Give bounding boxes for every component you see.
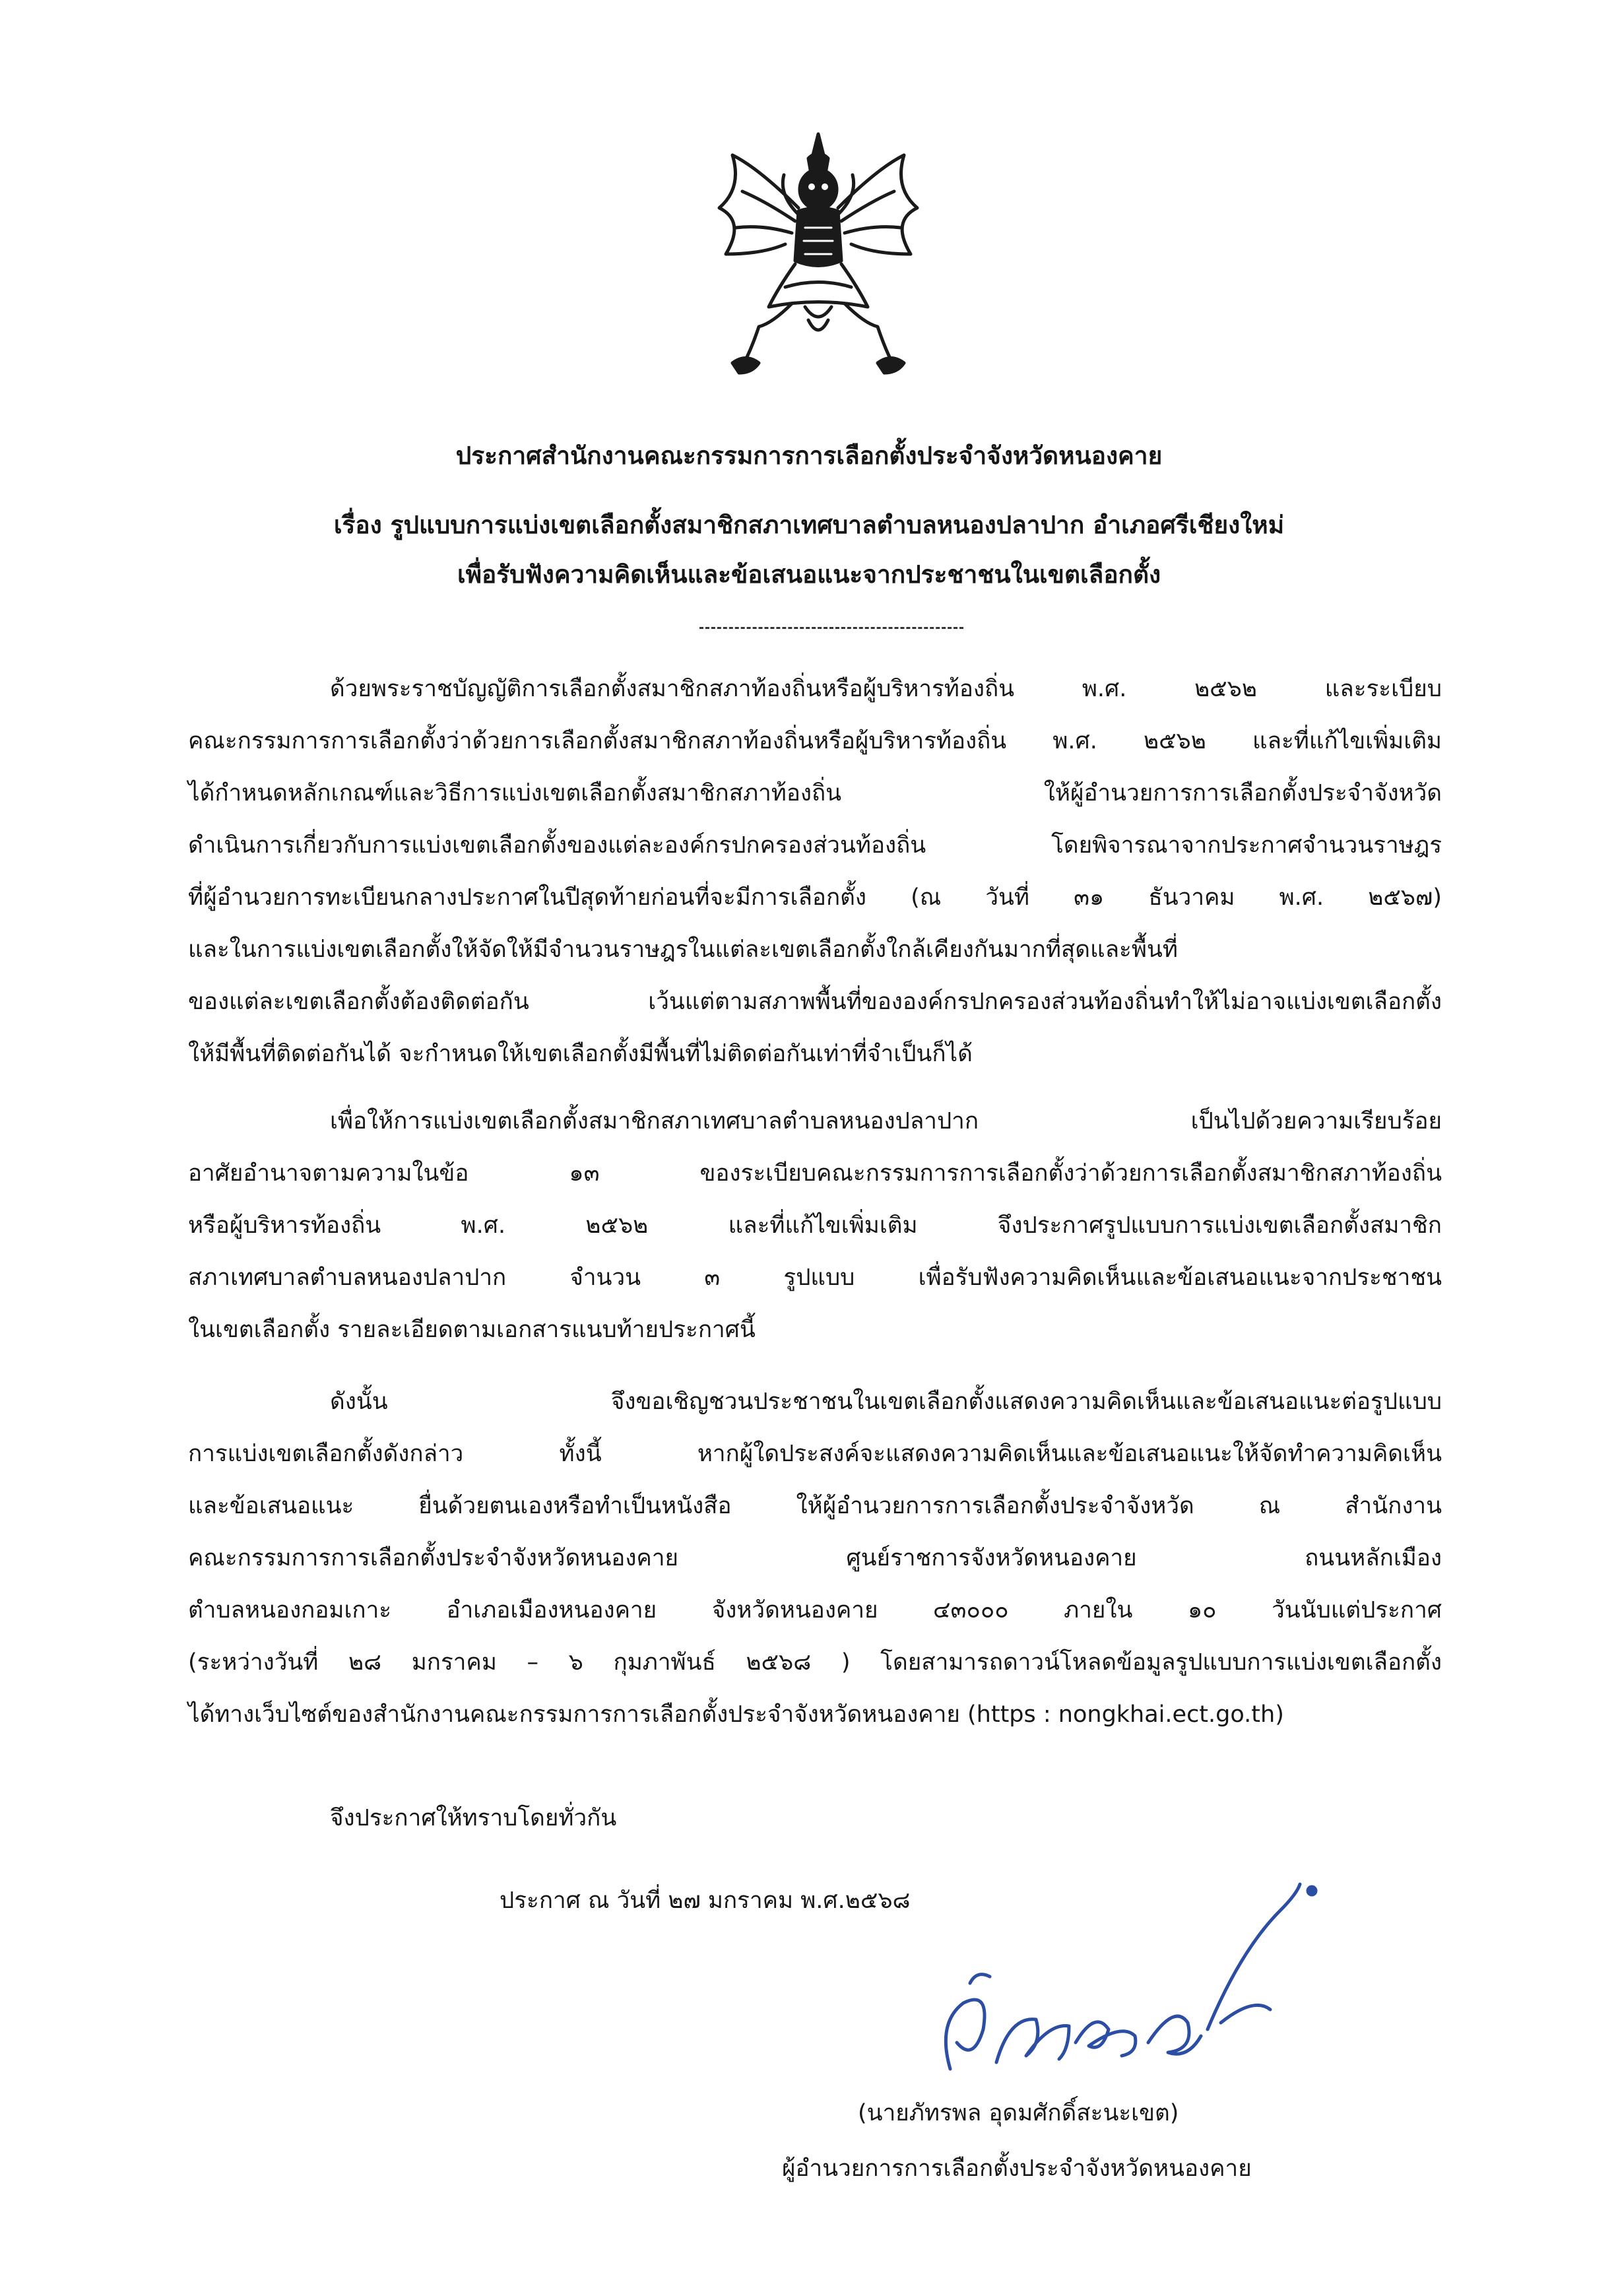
paragraph-line: ได้กำหนดหลักเกณฑ์และวิธีการแบ่งเขตเลือกตั้งสมาชิกสภาท้องถิ่น ให้ผู้อำนวยการการเลือกตั้งประจำจังหวัด <box>188 780 1442 806</box>
paragraph-line: ที่ผู้อำนวยการทะเบียนกลางประกาศในปีสุดท้ายก่อนที่จะมีการเลือกตั้ง (ณ วันที่ ๓๑ ธันวาคม พ.ศ. ๒๕๖๗) <box>188 884 1442 911</box>
paragraph-line: ได้ทางเว็บไซต์ของสำนักงานคณะกรรมการการเลือกตั้งประจำจังหวัดหนองคาย (https : nongkhai.ect.go.th) <box>188 1701 1284 1728</box>
paragraph-line: หรือผู้บริหารท้องถิ่น พ.ศ. ๒๕๖๒ และที่แก้ไขเพิ่มเติม จึงประกาศรูปแบบการแบ่งเขตเลือกตั้งสมาชิก <box>188 1212 1442 1239</box>
handwritten-signature-icon <box>911 1871 1333 2089</box>
paragraph-line: และในการแบ่งเขตเลือกตั้งให้จัดให้มีจำนวนราษฎรในแต่ละเขตเลือกตั้งใกล้เคียงกันมากที่สุดและพื้นที่ <box>188 936 1178 963</box>
announcement-subject: เรื่อง รูปแบบการแบ่งเขตเลือกตั้งสมาชิกสภาเทศบาลตำบลหนองปลาปาก อำเภอศรีเชียงใหม่ <box>333 511 1285 539</box>
heading-separator <box>699 627 963 629</box>
paragraph-line: สภาเทศบาลตำบลหนองปลาปาก จำนวน ๓ รูปแบบ เพื่อรับฟังความคิดเห็นและข้อเสนอแนะจากประชาชน <box>188 1264 1442 1291</box>
paragraph-legal-basis <box>188 663 1442 1080</box>
paragraph-line: อาศัยอำนาจตามความในข้อ ๑๓ ของระเบียบคณะกรรมการการเลือกตั้งว่าด้วยการเลือกตั้งสมาชิกสภาท้องถิ่น <box>188 1160 1442 1187</box>
paragraph-announcement <box>188 1096 1442 1356</box>
paragraph-line: ตำบลหนองกอมเกาะ อำเภอเมืองหนองคาย จังหวัดหนองคาย ๔๓๐๐๐ ภายใน ๑๐ วันนับแต่ประกาศ <box>188 1597 1442 1624</box>
paragraph-line: ดำเนินการเกี่ยวกับการแบ่งเขตเลือกตั้งของแต่ละองค์กรปกครองส่วนท้องถิ่น โดยพิจารณาจากประกาศจำนวนราษฎร <box>188 832 1442 859</box>
paragraph-line: ด้วยพระราชบัญญัติการเลือกตั้งสมาชิกสภาท้องถิ่นหรือผู้บริหารท้องถิ่น พ.ศ. ๒๕๖๒ และระเบียบ <box>330 676 1442 702</box>
announcement-subject-continued: เพื่อรับฟังความคิดเห็นและข้อเสนอแนะจากประชาชนในเขตเลือกตั้ง <box>457 560 1161 589</box>
paragraph-line: ให้มีพื้นที่ติดต่อกันได้ จะกำหนดให้เขตเลือกตั้งมีพื้นที่ไม่ติดต่อกันเท่าที่จำเป็นก็ได้ <box>188 1041 973 1067</box>
announcement-title: ประกาศสำนักงานคณะกรรมการการเลือกตั้งประจำจังหวัดหนองคาย <box>455 442 1163 470</box>
paragraph-line: (ระหว่างวันที่ ๒๘ มกราคม – ๖ กุมภาพันธ์ ๒๕๖๘ ) โดยสามารถดาวน์โหลดข้อมูลรูปแบบการแบ่งเขตเลือกตั้ง <box>188 1649 1442 1676</box>
announcement-date: ประกาศ ณ วันที่ ๒๗ มกราคม พ.ศ.๒๕๖๘ <box>500 1887 911 1914</box>
paragraph-line: เพื่อให้การแบ่งเขตเลือกตั้งสมาชิกสภาเทศบาลตำบลหนองปลาปาก เป็นไปด้วยความเรียบร้อย <box>330 1108 1442 1134</box>
garuda-emblem-icon <box>706 129 930 386</box>
signer-title: ผู้อำนวยการการเลือกตั้งประจำจังหวัดหนองคาย <box>782 2155 1252 2182</box>
signer-name: (นายภัทรพล อุดมศักดิ์สะนะเขต) <box>858 2100 1179 2126</box>
closing-statement: จึงประกาศให้ทราบโดยทั่วกัน <box>330 1805 617 1831</box>
paragraph-line: ดังนั้น จึงขอเชิญชวนประชาชนในเขตเลือกตั้งแสดงความคิดเห็นและข้อเสนอแนะต่อรูปแบบ <box>330 1389 1442 1415</box>
paragraph-line: คณะกรรมการการเลือกตั้งประจำจังหวัดหนองคาย ศูนย์ราชการจังหวัดหนองคาย ถนนหลักเมือง <box>188 1545 1442 1571</box>
paragraph-line: ในเขตเลือกตั้ง รายละเอียดตามเอกสารแนบท้ายประกาศนี้ <box>188 1317 756 1343</box>
paragraph-line: คณะกรรมการการเลือกตั้งว่าด้วยการเลือกตั้งสมาชิกสภาท้องถิ่นหรือผู้บริหารท้องถิ่น พ.ศ. ๒๕๖๒ และที่แก้ไขเพิ่มเติม <box>188 728 1442 754</box>
paragraph-line: การแบ่งเขตเลือกตั้งดังกล่าว ทั้งนี้ หากผู้ใดประสงค์จะแสดงความคิดเห็นและข้อเสนอแนะให้จัดทำความคิดเห็น <box>188 1441 1442 1467</box>
paragraph-line: และข้อเสนอแนะ ยื่นด้วยตนเองหรือทำเป็นหนังสือ ให้ผู้อำนวยการการเลือกตั้งประจำจังหวัด ณ สำนักงาน <box>188 1493 1442 1519</box>
paragraph-invitation <box>188 1376 1442 1741</box>
paragraph-line: ของแต่ละเขตเลือกตั้งต้องติดต่อกัน เว้นแต่ตามสภาพพื้นที่ขององค์กรปกครองส่วนท้องถิ่นทำให้ไม่อาจแบ่งเขตเลือกตั้ง <box>188 989 1442 1015</box>
